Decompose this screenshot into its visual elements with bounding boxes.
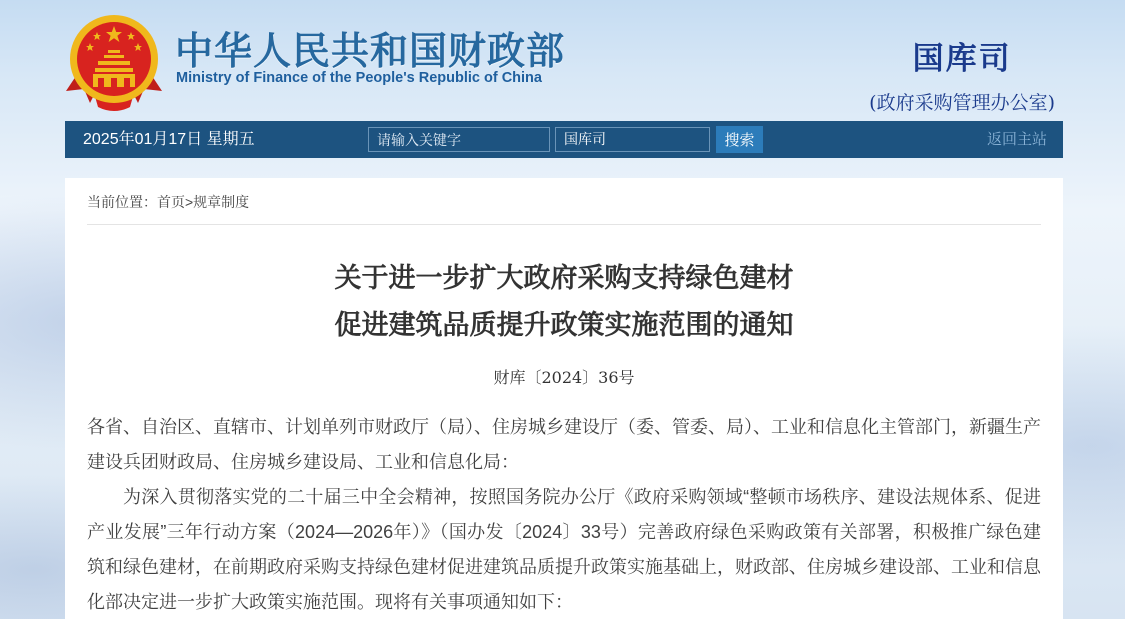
national-emblem-icon <box>64 12 164 114</box>
breadcrumb-divider <box>87 224 1041 225</box>
department-subtitle: (政府采购管理办公室) <box>869 92 1055 114</box>
breadcrumb-label: 当前位置： <box>87 194 157 210</box>
site-title: 中华人民共和国财政部 <box>175 31 566 73</box>
breadcrumb <box>87 192 1041 212</box>
search-button[interactable]: 搜索 <box>716 126 763 153</box>
article-paragraph: 各省、自治区、直辖市、计划单列市财政厅（局）、住房城乡建设厅（委、管委、局）、工业和信息化主管部门，新疆生产建设兵团财政局、住房城乡建设局、工业和信息化局： <box>87 417 1041 472</box>
search-input[interactable] <box>368 127 550 152</box>
return-main-site-link[interactable]: 返回主站 <box>986 131 1047 148</box>
article-title <box>87 255 1041 349</box>
department-block <box>869 33 1055 115</box>
content-panel <box>65 178 1063 619</box>
article-title-line1: 关于进一步扩大政府采购支持绿色建材 <box>334 263 794 293</box>
article-body <box>87 410 1041 619</box>
article-title-line2: 促进建筑品质提升政策实施范围的通知 <box>334 310 794 340</box>
breadcrumb-path[interactable]: 首页>规章制度 <box>157 194 250 210</box>
document-number: 财库〔2024〕36号 <box>493 368 635 387</box>
article-paragraph: 为深入贯彻落实党的二十届三中全会精神，按照国务院办公厅《政府采购领域“整顿市场秩序、建设法规体系、促进产业发展”三年行动方案（2024—2026年）》（国办发〔2024〕33号）完善政府绿色采购政策有关部署，积极推广绿色建筑和绿色建材，在前期政府采购支持绿色建材促进建筑品质提升政策实施基础上，财政部、住房城乡建设部、工业和信息化部决定进一步扩大政策实施范围。现将有关事项通知如下： <box>87 487 1041 612</box>
department-title: 国库司 <box>912 41 1012 77</box>
current-date: 2025年01月17日 星期五 <box>83 131 255 148</box>
search-scope-select[interactable]: 国库司 <box>555 127 710 152</box>
navbar <box>65 121 1063 158</box>
site-subtitle: Ministry of Finance of the People's Republic of China <box>176 70 542 86</box>
